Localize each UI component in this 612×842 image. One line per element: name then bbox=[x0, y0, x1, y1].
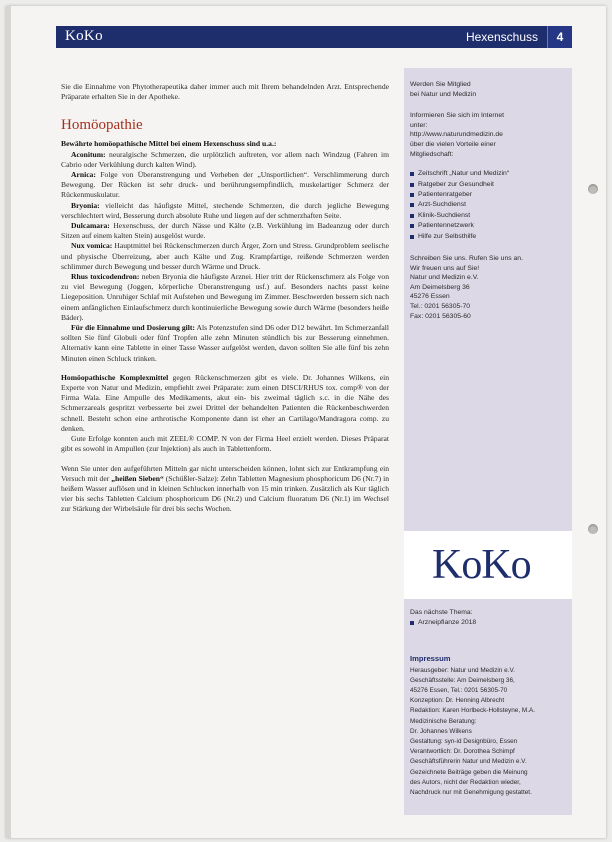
zeel-paragraph: Gute Erfolge konnten auch mit ZEEL® COMP. N von der Firma Heel erzielt werden. Dieses Präparat gibt es sowohl in Ampullen (zur Injektion) als auch in Tablettenform. bbox=[61, 434, 389, 454]
section-subheading: Bewährte homöopathische Mittel bei einem Hexenschuss sind u.a.: bbox=[61, 139, 277, 149]
page-header bbox=[56, 26, 572, 48]
intro-paragraph: Sie die Einnahme von Phytotherapeutika daher immer auch mit Ihrem behandelnden Arzt. Entsprechende Präparate erhalten Sie in der Apotheke. bbox=[61, 82, 389, 102]
main-article bbox=[61, 82, 389, 515]
header-title: Hexenschuss bbox=[465, 30, 538, 44]
list-item: Hilfe zur Selbsthilfe bbox=[410, 232, 568, 242]
remedy-paragraph: Dulcamara: Hexenschuss, der durch Nässe und Kälte (z.B. Verkühlung im Badeanzug oder durch Sitzen auf einem kalten Stein) ausgelöst wurde. bbox=[61, 221, 389, 241]
next-topic-label: Das nächste Thema: bbox=[410, 609, 473, 616]
remedy-paragraph: Bryonia: vielleicht das häufigste Mittel, stechende Schmerzen, die durch jegliche Bewegung verschlechtert wird, Besserung durch absolute Ruhe und liegen auf der schmerzhaften Seite. bbox=[61, 200, 389, 220]
page-binding-edge bbox=[6, 6, 11, 838]
info-text: unter: bbox=[410, 121, 428, 129]
info-text: Mitgliedschaft: bbox=[410, 150, 454, 158]
dosage-paragraph: Für die Einnahme und Dosierung gilt: Als Potenzstufen sind D6 oder D12 bewährt. Im Schmerzanfall sollten Sie fünf Globuli oder fünf Tropfen alle zehn Minuten stündlich bis zur Besserung einnehmen. Alternativ kann eine Tablette in einer Tasse Wasser aufgelöst werden, davon sollten Sie alle fünf bis zehn Minuten einen Schluck trinken. bbox=[61, 323, 389, 363]
website-link[interactable]: http://www.naturundmedizin.de bbox=[410, 131, 503, 139]
remedy-paragraph: Nux vomica: Hauptmittel bei Rückenschmerzen durch Ärger, Zorn und Stress. Grundproblem seelische und physische Überreizung, aber auch Kälte und Zug. Krampfartige, reißende Schmerzen werden schlimmer durch Bewegung und besser durch Wärme und Druck. bbox=[61, 241, 389, 271]
membership-title: Werden Sie Mitglied bbox=[410, 81, 471, 88]
remedy-paragraph: Aconitum: neuralgische Schmerzen, die urplötzlich auftreten, vor allem nach Windzug (Fahren im Cabrio oder Verkühlung durch kalten Wind). bbox=[61, 149, 389, 169]
remedy-paragraph: Arnica: Folge von Überanstrengung und Verheben der „Unsportlichen“. Verschlimmerung durch Bewegung. Der Rücken ist sehr druck- und berührungsempfindlich, muskelartiger Schmerz der Rückenmuskulatur. bbox=[61, 170, 389, 200]
remedy-paragraph: Rhus toxicodendron: neben Bryonia die häufigste Arznei. Hier tritt der Rückenschmerz als Folge von zu viel Bewegung (Joggen, körperliche Überanstrengung usf.) auf. Besonders nachts passt keine Liegeposition. Unruhiger Schlaf mit Aufstehen und Bewegung im Zimmer. Beschwerden bessern sich nach einem anfänglichen Einlaufschmerz durch kontinuierliche Bewegung sowie durch Wärme (besonders heiße Bäder). bbox=[61, 272, 389, 322]
contact-block: Schreiben Sie uns. Rufen Sie uns an. Wir freuen uns auf Sie! Natur und Medizin e.V. Am Deimelsberg 36 45276 Essen Tel.: 0201 56305-70 Fax: 0201 56305-60 bbox=[410, 255, 523, 320]
sidebar bbox=[404, 68, 572, 815]
benefit-list bbox=[410, 169, 568, 242]
info-text: über die vielen Vorteile einer bbox=[410, 140, 496, 148]
membership-title: bei Natur und Medizin bbox=[410, 90, 477, 98]
header-logo: KoKo bbox=[65, 28, 103, 44]
complex-remedy-paragraph: Homöopathische Komplexmittel gegen Rückenschmerzen gibt es viele. Dr. Johannes Wilkens, ein Experte von Natur und Medizin, empfiehlt zwei Präparate: zum einen DISCI/RHUS tox. comp® von der Firma Wala. Eine Ampulle des Medikaments, akut ein- bis zweimal täglich s.c. in die Nähe des Schmerzareals gespritzt verbesserte bei zwei Drittel der behandelten Patienten die Rückenbeschwerden schnell. Besteht schon eine arthrotische Komponente dann ist eher an Cartilago/Mandragora comp. zu denken. bbox=[61, 372, 390, 433]
list-item: Ratgeber zur Gesundheit bbox=[410, 180, 568, 190]
section-heading: Homöopathie bbox=[61, 117, 143, 134]
next-topic: Arzneipflanze 2018 bbox=[410, 618, 568, 628]
next-topic-box bbox=[410, 608, 568, 628]
list-item: Zeitschrift „Natur und Medizin“ bbox=[410, 169, 568, 179]
page-number: 4 bbox=[547, 26, 572, 48]
binder-hole bbox=[588, 524, 598, 534]
info-text: Informieren Sie sich im Internet bbox=[410, 112, 505, 120]
koko-logo-box bbox=[404, 531, 572, 599]
schuessler-salts-paragraph: Wenn Sie unter den aufgeführten Mitteln gar nicht unterscheiden können, lohnt sich zur Entkrampfung ein Versuch mit der „heißen Sieben“ (Schüßler-Salze): Zehn Tabletten Magnesium phosphoricum D6 (Nr.7) in heißem Wasser auflösen und in kleinen Schlucken innerhalb von 15 min trinken. Zusätzlich als Kur täglich vier bis sechs Tabletten Calcium phosphoricum D6 (Nr.2) und Calcium fluoratum D6 (Nr.1) im Wechsel zur Stärkung der Wirbelsäule für drei bis sechs Wochen. bbox=[61, 463, 389, 514]
list-item: Patientenratgeber bbox=[410, 190, 568, 200]
list-item: Klinik-Suchdienst bbox=[410, 211, 568, 221]
koko-logo: KoKo bbox=[432, 542, 531, 588]
impressum-box: Impressum Herausgeber: Natur und Medizin e.V. Geschäftsstelle: Am Deimelsberg 36, 45276 Essen, Tel.: 0201 56305-70 Konzeption: Dr. Henning Albrecht Redaktion: Karen Horlbeck-Hollsteyne, M.A. Medizinische Beratung: Dr. Johannes Wilkens Gestaltung: syn-id Designbüro, Essen Verantwortlich: Dr. Dorothea Schimpf Geschäftsführerin Natur und Medizin e.V. Gezeichnete Beiträge geben die Meinung des Autors, nicht der Redaktion wieder, Nachdruck nur mit Genehmigung gestattet. bbox=[410, 654, 568, 798]
magazine-page bbox=[6, 6, 606, 838]
list-item: Patientennetzwerk bbox=[410, 221, 568, 231]
impressum-title: Impressum bbox=[410, 654, 451, 663]
list-item: Arzt-Suchdienst bbox=[410, 200, 568, 210]
membership-box bbox=[410, 80, 568, 321]
binder-hole bbox=[588, 184, 598, 194]
